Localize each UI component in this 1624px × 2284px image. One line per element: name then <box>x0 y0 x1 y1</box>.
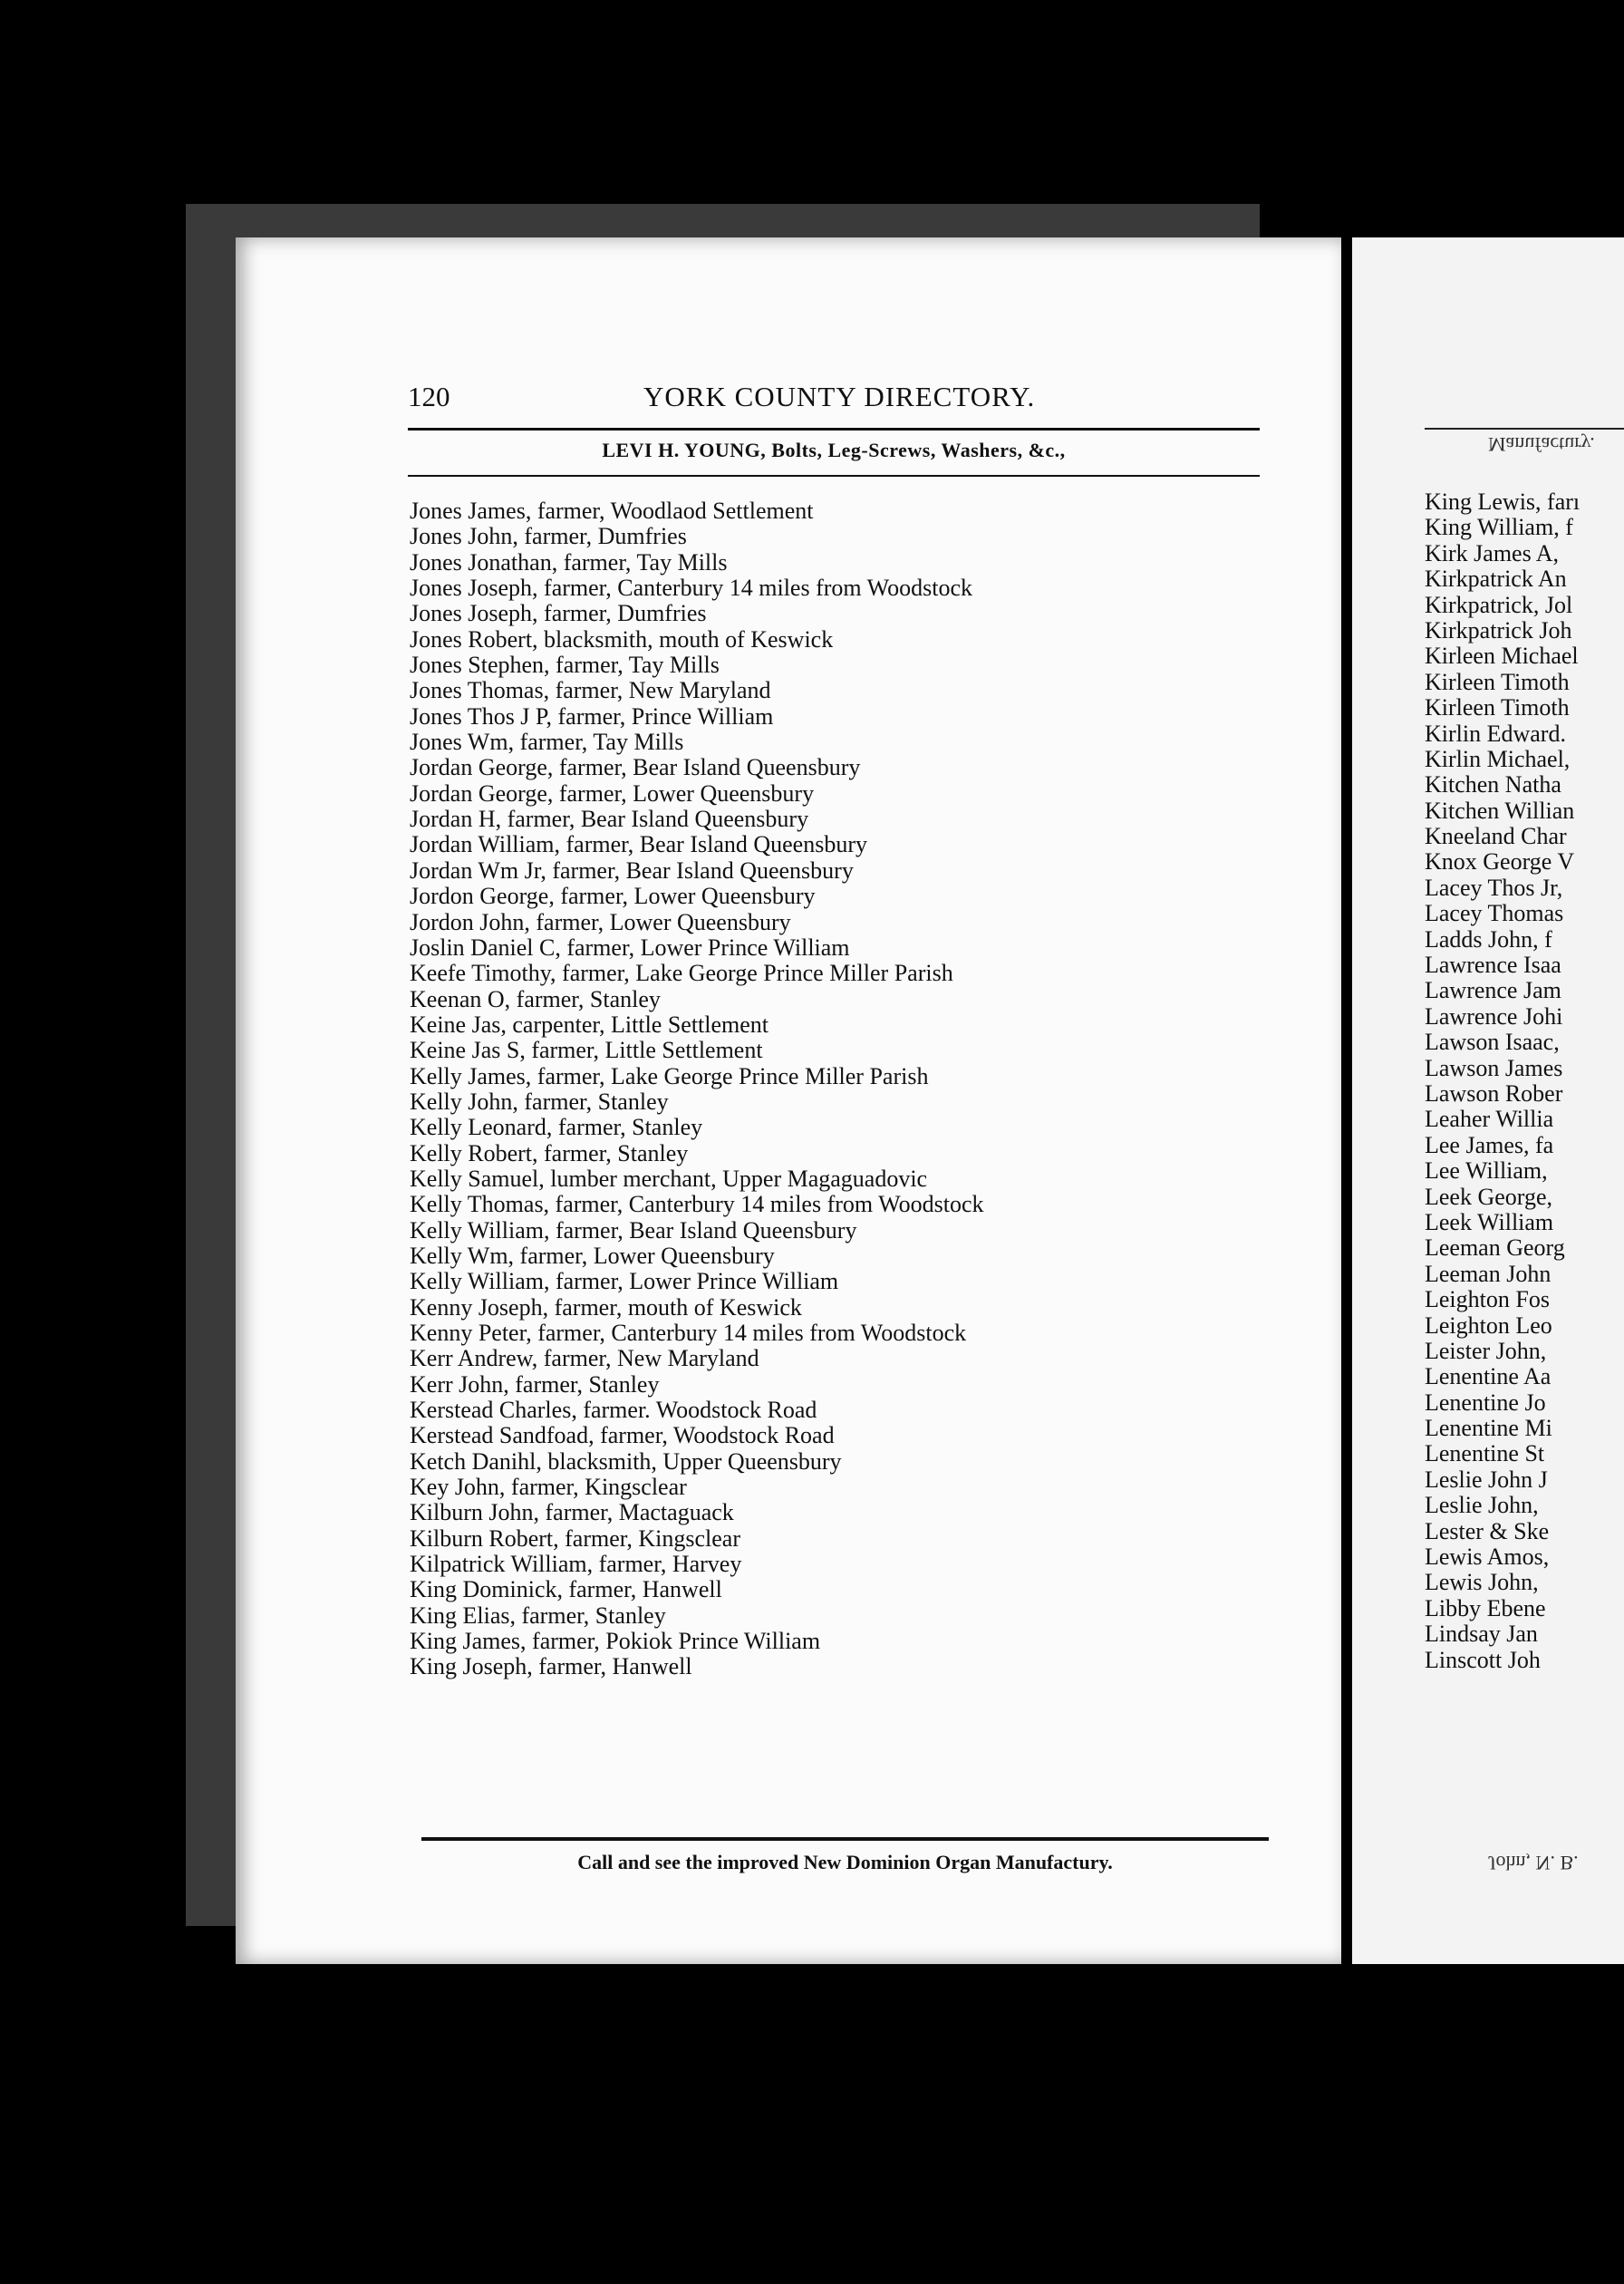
directory-entry: Ladds John, f <box>1425 925 1552 953</box>
directory-entry: Lenentine Mi <box>1425 1415 1552 1442</box>
directory-entry: Jones Stephen, farmer, Tay Mills <box>410 652 720 679</box>
directory-entry: Kelly Leonard, farmer, Stanley <box>410 1114 703 1141</box>
directory-entry: Jones Thos J P, farmer, Prince William <box>410 702 774 730</box>
directory-entry: Lindsay Jan <box>1425 1621 1538 1648</box>
directory-entry: Jordon John, farmer, Lower Queensbury <box>410 908 791 935</box>
directory-entry: Lenentine Aa <box>1425 1363 1552 1390</box>
directory-entry: Jordan George, farmer, Lower Queensbury <box>410 779 815 807</box>
directory-entry: Kilpatrick William, farmer, Harvey <box>410 1551 742 1578</box>
directory-entry: Jones Robert, blacksmith, mouth of Keswick <box>410 625 834 653</box>
directory-entry: Lewis Amos, <box>1425 1544 1550 1571</box>
right-directory-entries <box>1425 489 1580 1673</box>
directory-entry: Kelly Robert, farmer, Stanley <box>410 1139 689 1166</box>
advert-rule <box>408 475 1260 477</box>
right-header-fragment: Manufactury. <box>1488 433 1595 456</box>
directory-entry: Jones Wm, farmer, Tay Mills <box>410 729 684 756</box>
directory-entry: Libby Ebene <box>1425 1594 1546 1621</box>
directory-entry: Jones Joseph, farmer, Dumfries <box>410 600 707 627</box>
directory-entry: Lawrence Jam <box>1425 977 1561 1004</box>
directory-entry: Leister John, <box>1425 1337 1547 1364</box>
directory-entry: Kerr John, farmer, Stanley <box>410 1370 660 1398</box>
directory-entry: Kelly Samuel, lumber merchant, Upper Magaguadovic <box>410 1165 928 1192</box>
directory-entry: Kilburn John, farmer, Mactaguack <box>410 1499 734 1526</box>
directory-entry: Kelly Wm, farmer, Lower Queensbury <box>410 1242 775 1269</box>
directory-entry: Kirkpatrick An <box>1425 566 1567 593</box>
page-header <box>408 381 1495 426</box>
advertisement-top: LEVI H. YOUNG, Bolts, Leg-Screws, Washers, &c., <box>602 439 1066 461</box>
right-footer-fragment: John, N. B. <box>1488 1852 1579 1874</box>
directory-entry: Kirleen Michael <box>1425 643 1579 670</box>
directory-entry: Knox George V <box>1425 848 1575 876</box>
directory-entry: Keefe Timothy, farmer, Lake George Prince Miller Parish <box>410 960 953 987</box>
directory-entry: Lewis John, <box>1425 1569 1539 1596</box>
directory-entry: Leek William <box>1425 1208 1554 1235</box>
directory-entry: Kirlin Michael, <box>1425 745 1571 772</box>
directory-entry: Linscott Joh <box>1425 1646 1541 1673</box>
directory-entries <box>410 498 1316 1680</box>
advertisement-bottom: Call and see the improved New Dominion Organ Manufactury. <box>577 1851 1113 1873</box>
directory-entry: Lawrence Johi <box>1425 1002 1563 1030</box>
right-page-fragment <box>1352 237 1624 1964</box>
directory-entry: Key John, farmer, Kingsclear <box>410 1474 687 1501</box>
directory-entry: Kirk James A, <box>1425 539 1560 566</box>
running-title: YORK COUNTY DIRECTORY. <box>643 381 1036 412</box>
directory-entry: Lenentine Jo <box>1425 1389 1546 1416</box>
header-rule <box>408 428 1260 431</box>
directory-entry: Keine Jas S, farmer, Little Settlement <box>410 1037 763 1064</box>
directory-entry: King Dominick, farmer, Hanwell <box>410 1576 722 1603</box>
directory-entry: Ketch Danihl, blacksmith, Upper Queensbury <box>410 1447 842 1475</box>
directory-entry: Leslie John J <box>1425 1466 1548 1493</box>
directory-entry: King Lewis, farı <box>1425 489 1580 515</box>
directory-entry: King James, farmer, Pokiok Prince William <box>410 1628 821 1655</box>
directory-entry: Kelly William, farmer, Bear Island Queensbury <box>410 1216 857 1244</box>
directory-entry: Jones Thomas, farmer, New Maryland <box>410 677 771 704</box>
directory-entry: Lenentine St <box>1425 1440 1545 1467</box>
directory-entry: Kenny Peter, farmer, Canterbury 14 miles from Woodstock <box>410 1320 967 1346</box>
directory-entry: Kirkpatrick Joh <box>1425 616 1572 644</box>
directory-entry: Lawson James <box>1425 1054 1563 1081</box>
directory-entry: Jordan H, farmer, Bear Island Queensbury <box>410 806 809 833</box>
directory-entry: Kelly James, farmer, Lake George Prince Miller Parish <box>410 1062 929 1089</box>
directory-entry: Kenny Joseph, farmer, mouth of Keswick <box>410 1293 802 1321</box>
directory-entry: Jones James, farmer, Woodlaod Settlement <box>410 498 814 524</box>
page-number: 120 <box>408 381 450 412</box>
directory-entry: King William, f <box>1425 514 1573 541</box>
directory-entry: Kirkpatrick, Jol <box>1425 591 1573 618</box>
directory-entry: Joslin Daniel C, farmer, Lower Prince William <box>410 934 850 961</box>
directory-entry: Kerstead Charles, farmer. Woodstock Road <box>410 1397 817 1424</box>
directory-entry: Lacey Thos Jr, <box>1425 874 1563 901</box>
directory-entry: Keenan O, farmer, Stanley <box>410 985 661 1012</box>
directory-entry: Kirlin Edward. <box>1425 720 1566 747</box>
directory-entry: Lawrence Isaa <box>1425 952 1561 979</box>
directory-entry: Jones Jonathan, farmer, Tay Mills <box>410 548 728 576</box>
directory-entry: Lee James, fa <box>1425 1131 1554 1158</box>
directory-entry: Kitchen Willian <box>1425 797 1575 824</box>
directory-entry: Jordan William, farmer, Bear Island Queensbury <box>410 831 867 858</box>
directory-entry: Kerstead Sandfoad, farmer, Woodstock Road <box>410 1422 835 1449</box>
directory-entry: Leaher Willia <box>1425 1106 1554 1133</box>
directory-entry: Lacey Thomas <box>1425 900 1564 927</box>
directory-entry: Leighton Leo <box>1425 1311 1552 1339</box>
directory-entry: Lawson Isaac, <box>1425 1029 1560 1056</box>
directory-entry: Jones Joseph, farmer, Canterbury 14 miles from Woodstock <box>410 575 972 602</box>
directory-entry: Kerr Andrew, farmer, New Maryland <box>410 1345 759 1372</box>
directory-entry: Kneeland Char <box>1425 823 1567 850</box>
directory-entry: Lawson Rober <box>1425 1079 1563 1107</box>
directory-entry: Kelly Thomas, farmer, Canterbury 14 miles from Woodstock <box>410 1191 984 1218</box>
directory-entry: Lee William, <box>1425 1157 1548 1185</box>
directory-entry: Kirleen Timoth <box>1425 668 1570 695</box>
directory-entry: Kitchen Natha <box>1425 771 1561 798</box>
directory-entry: Leeman John <box>1425 1260 1552 1287</box>
directory-entry: Kirleen Timoth <box>1425 694 1570 721</box>
directory-entry: Leek George, <box>1425 1183 1553 1210</box>
footer-rule <box>421 1837 1269 1841</box>
right-header-rule <box>1425 428 1624 430</box>
directory-entry: Kelly William, farmer, Lower Prince William <box>410 1268 839 1295</box>
directory-entry: Jones John, farmer, Dumfries <box>410 523 687 550</box>
directory-entry: Keine Jas, carpenter, Little Settlement <box>410 1011 769 1038</box>
directory-entry: Jordon George, farmer, Lower Queensbury <box>410 883 816 910</box>
directory-entry: Leighton Fos <box>1425 1286 1550 1313</box>
directory-entry: Leeman Georg <box>1425 1234 1565 1262</box>
directory-entry: Jordan George, farmer, Bear Island Queensbury <box>410 754 861 781</box>
directory-entry: King Joseph, farmer, Hanwell <box>410 1653 692 1680</box>
directory-entry: Leslie John, <box>1425 1492 1539 1519</box>
directory-entry: Kilburn Robert, farmer, Kingsclear <box>410 1524 741 1552</box>
directory-entry: King Elias, farmer, Stanley <box>410 1602 666 1629</box>
left-page <box>236 237 1341 1964</box>
directory-entry: Lester & Ske <box>1425 1517 1550 1544</box>
directory-entry: Kelly John, farmer, Stanley <box>410 1088 669 1115</box>
directory-entry: Jordan Wm Jr, farmer, Bear Island Queensbury <box>410 856 854 884</box>
